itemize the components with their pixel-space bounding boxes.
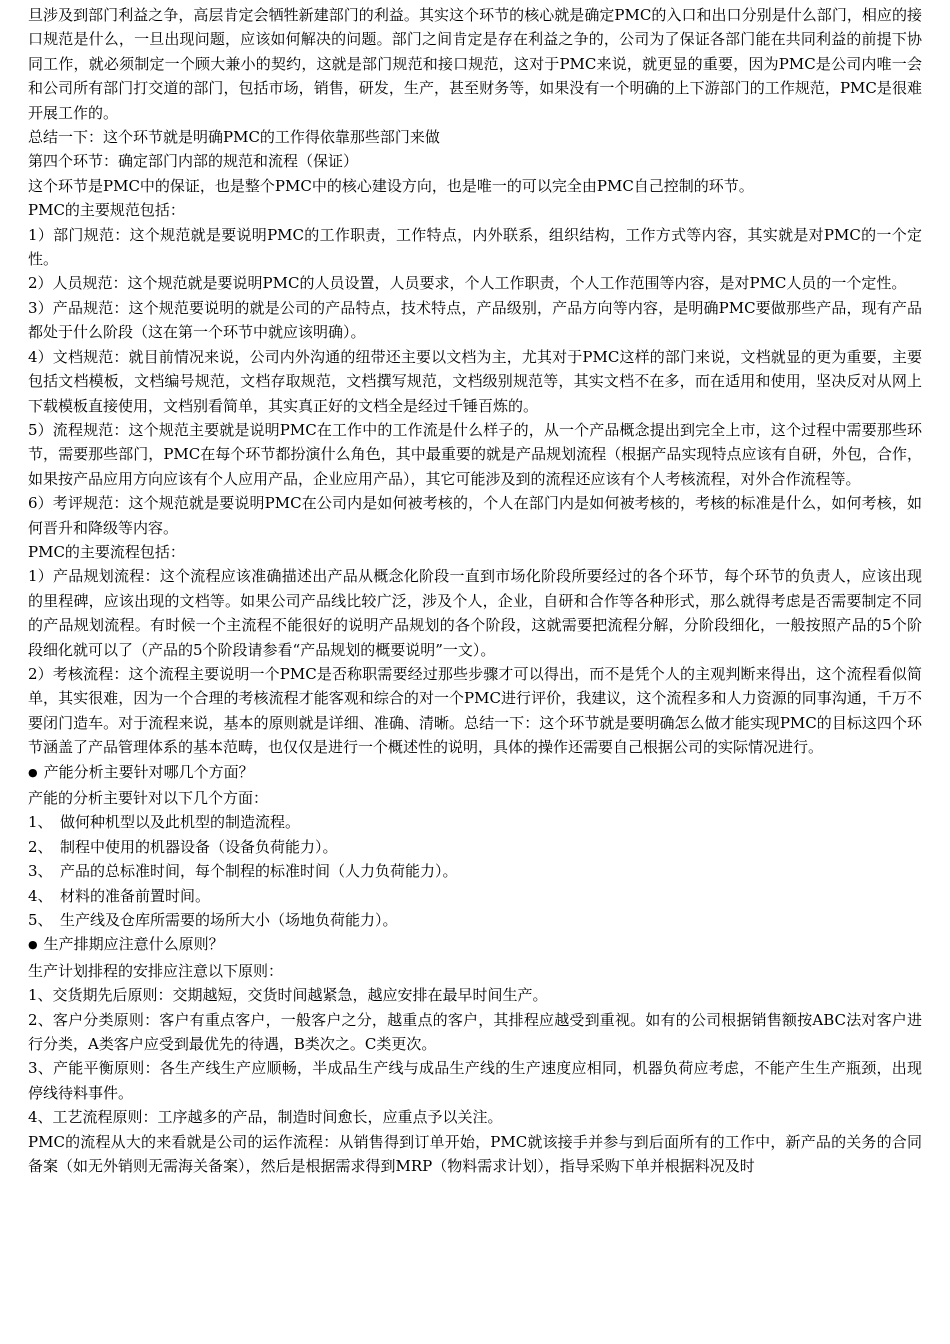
paragraph: 4、 材料的准备前置时间。: [28, 886, 211, 905]
paragraph: 4）文档规范：就目前情况来说，公司内外沟通的纽带还主要以文档为主，尤其对于PMC这样的部门来说，文档就显的更为重要，主要包括文档模板，文档编号规范，文档存取规范，文档撰写规范，文档级别规范等，其实文档不在多，而在适用和使用，坚决反对从网上下载模板直接使用，文档别看简单，其实真正好的文档全是经过千锤百炼的。: [28, 347, 922, 415]
paragraph: 旦涉及到部门利益之争，高层肯定会牺牲新建部门的利益。其实这个环节的核心就是确定PMC的入口和出口分别是什么部门，相应的接口规范是什么，一旦出现问题，应该如何解决的问题。部门之间肯定是存在利益之争的，公司为了保证各部门能在共同利益的前提下协同工作，就必须制定一个顾大兼小的契约，这就是部门规范和接口规范，这对于PMC来说，就更显的重要，因为PMC是公司内唯一会和公司所有部门打交道的部门，包括市场，销售，研发，生产，甚至财务等，如果没有一个明确的上下游部门的工作规范，PMC是很难开展工作的。: [28, 6, 922, 122]
paragraph: 这个环节是PMC中的保证，也是整个PMC中的核心建设方向，也是唯一的可以完全由PMC自己控制的环节。: [28, 176, 754, 195]
paragraph: 1）部门规范：这个规范就是要说明PMC的工作职责，工作特点，内外联系，组织结构，工作方式等内容，其实就是对PMC的一个定性。: [28, 225, 922, 269]
paragraph: 4、工艺流程原则：工序越多的产品，制造时间愈长，应重点予以关注。: [28, 1108, 503, 1127]
paragraph: 2）人员规范：这个规范就是要说明PMC的人员设置，人员要求，个人工作职责，个人工作范围等内容，是对PMC人员的一个定性。: [28, 274, 907, 293]
paragraph: PMC的主要规范包括：: [28, 201, 185, 220]
bullet-question: ● 生产排期应注意什么原则？: [28, 932, 922, 958]
paragraph: PMC的主要流程包括：: [28, 542, 185, 561]
paragraph: 2、 制程中使用的机器设备（设备负荷能力）。: [28, 837, 338, 856]
paragraph: 第四个环节：确定部门内部的规范和流程（保证）: [28, 152, 359, 171]
paragraph: 1、 做何种机型以及此机型的制造流程。: [28, 813, 301, 832]
paragraph: 3、产能平衡原则：各生产线生产应顺畅，半成品生产线与成品生产线的生产速度应相同，机器负荷应考虑，不能产生生产瓶颈，出现停线待料事件。: [28, 1059, 922, 1102]
bullet-question: ● 产能分析主要针对哪几个方面？: [28, 760, 922, 786]
paragraph: 1）产品规划流程：这个流程应该准确描述出产品从概念化阶段一直到市场化阶段所要经过的各个环节，每个环节的负责人，应该出现的里程碑，应该出现的文档等。如果公司产品线比较广泛，涉及个人，企业，自研和合作等各种形式，那么就得考虑是否需要制定不同的产品规划流程。有时候一个主流程不能很好的说明产品规划的各个阶段，这就需要把流程分解，分阶段细化，一般按照产品的5个阶段细化就可以了（产品的5个阶段请参看“产品规划的概要说明”一文）。: [28, 567, 922, 659]
paragraph: 6）考评规范：这个规范就是要说明PMC在公司内是如何被考核的，个人在部门内是如何被考核的，考核的标准是什么，如何考核，如何晋升和降级等内容。: [28, 494, 922, 537]
paragraph: 1、交货期先后原则：交期越短，交货时间越紧急，越应安排在最早时间生产。: [28, 986, 548, 1005]
paragraph: 5、 生产线及仓库所需要的场所大小（场地负荷能力）。: [28, 911, 398, 930]
paragraph: 3）产品规范：这个规范要说明的就是公司的产品特点，技术特点，产品级别，产品方向等内容，是明确PMC要做那些产品，现有产品都处于什么阶段（这在第一个环节中就应该明确）。: [28, 298, 922, 342]
paragraph: 2、客户分类原则：客户有重点客户，一般客户之分，越重点的客户，其排程应越受到重视。如有的公司根据销售额按ABC法对客户进行分类，A类客户应受到最优先的待遇，B类次之。C类更次。: [28, 1010, 922, 1054]
paragraph: 总结一下：这个环节就是明确PMC的工作得依靠那些部门来做: [28, 128, 440, 147]
paragraph: 产能的分析主要针对以下几个方面：: [28, 789, 269, 807]
paragraph: 生产计划排程的安排应注意以下原则：: [28, 961, 284, 980]
paragraph: 2）考核流程：这个流程主要说明一个PMC是否称职需要经过那些步骤才可以得出，而不是凭个人的主观判断来得出，这个流程看似简单，其实很难，因为一个合理的考核流程才能客观和综合的对一个PMC进行评价，我建议，这个流程多和人力资源的同事沟通，千万不要闭门造车。对于流程来说，基本的原则就是详细、准确、清晰。总结一下：这个环节就是要明确怎么做才能实现PMC的目标这四个环节涵盖了产品管理体系的基本范畴，也仅仅是进行一个概述性的说明，具体的操作还需要自己根据公司的实际情况进行。: [28, 664, 922, 757]
paragraph: PMC的流程从大的来看就是公司的运作流程：从销售得到订单开始，PMC就该接手并参与到后面所有的工作中，新产品的关务的合同备案（如无外销则无需海关备案），然后是根据需求得到MRP（物料需求计划），指导采购下单并根据料况及时: [28, 1132, 922, 1176]
paragraph: 5）流程规范：这个规范主要就是说明PMC在工作中的工作流是什么样子的，从一个产品概念提出到完全上市，这个过程中需要那些环节，需要那些部门，PMC在每个环节都扮演什么角色，其中最重要的就是产品规划流程（根据产品实现特点应该有自研，外包，合作，如果按产品应用方向应该有个人应用产品，企业应用产品），其它可能涉及到的流程还应该有个人考核流程，对外合作流程等。: [28, 420, 922, 488]
paragraph: 3、 产品的总标准时间，每个制程的标准时间（人力负荷能力）。: [28, 862, 458, 881]
